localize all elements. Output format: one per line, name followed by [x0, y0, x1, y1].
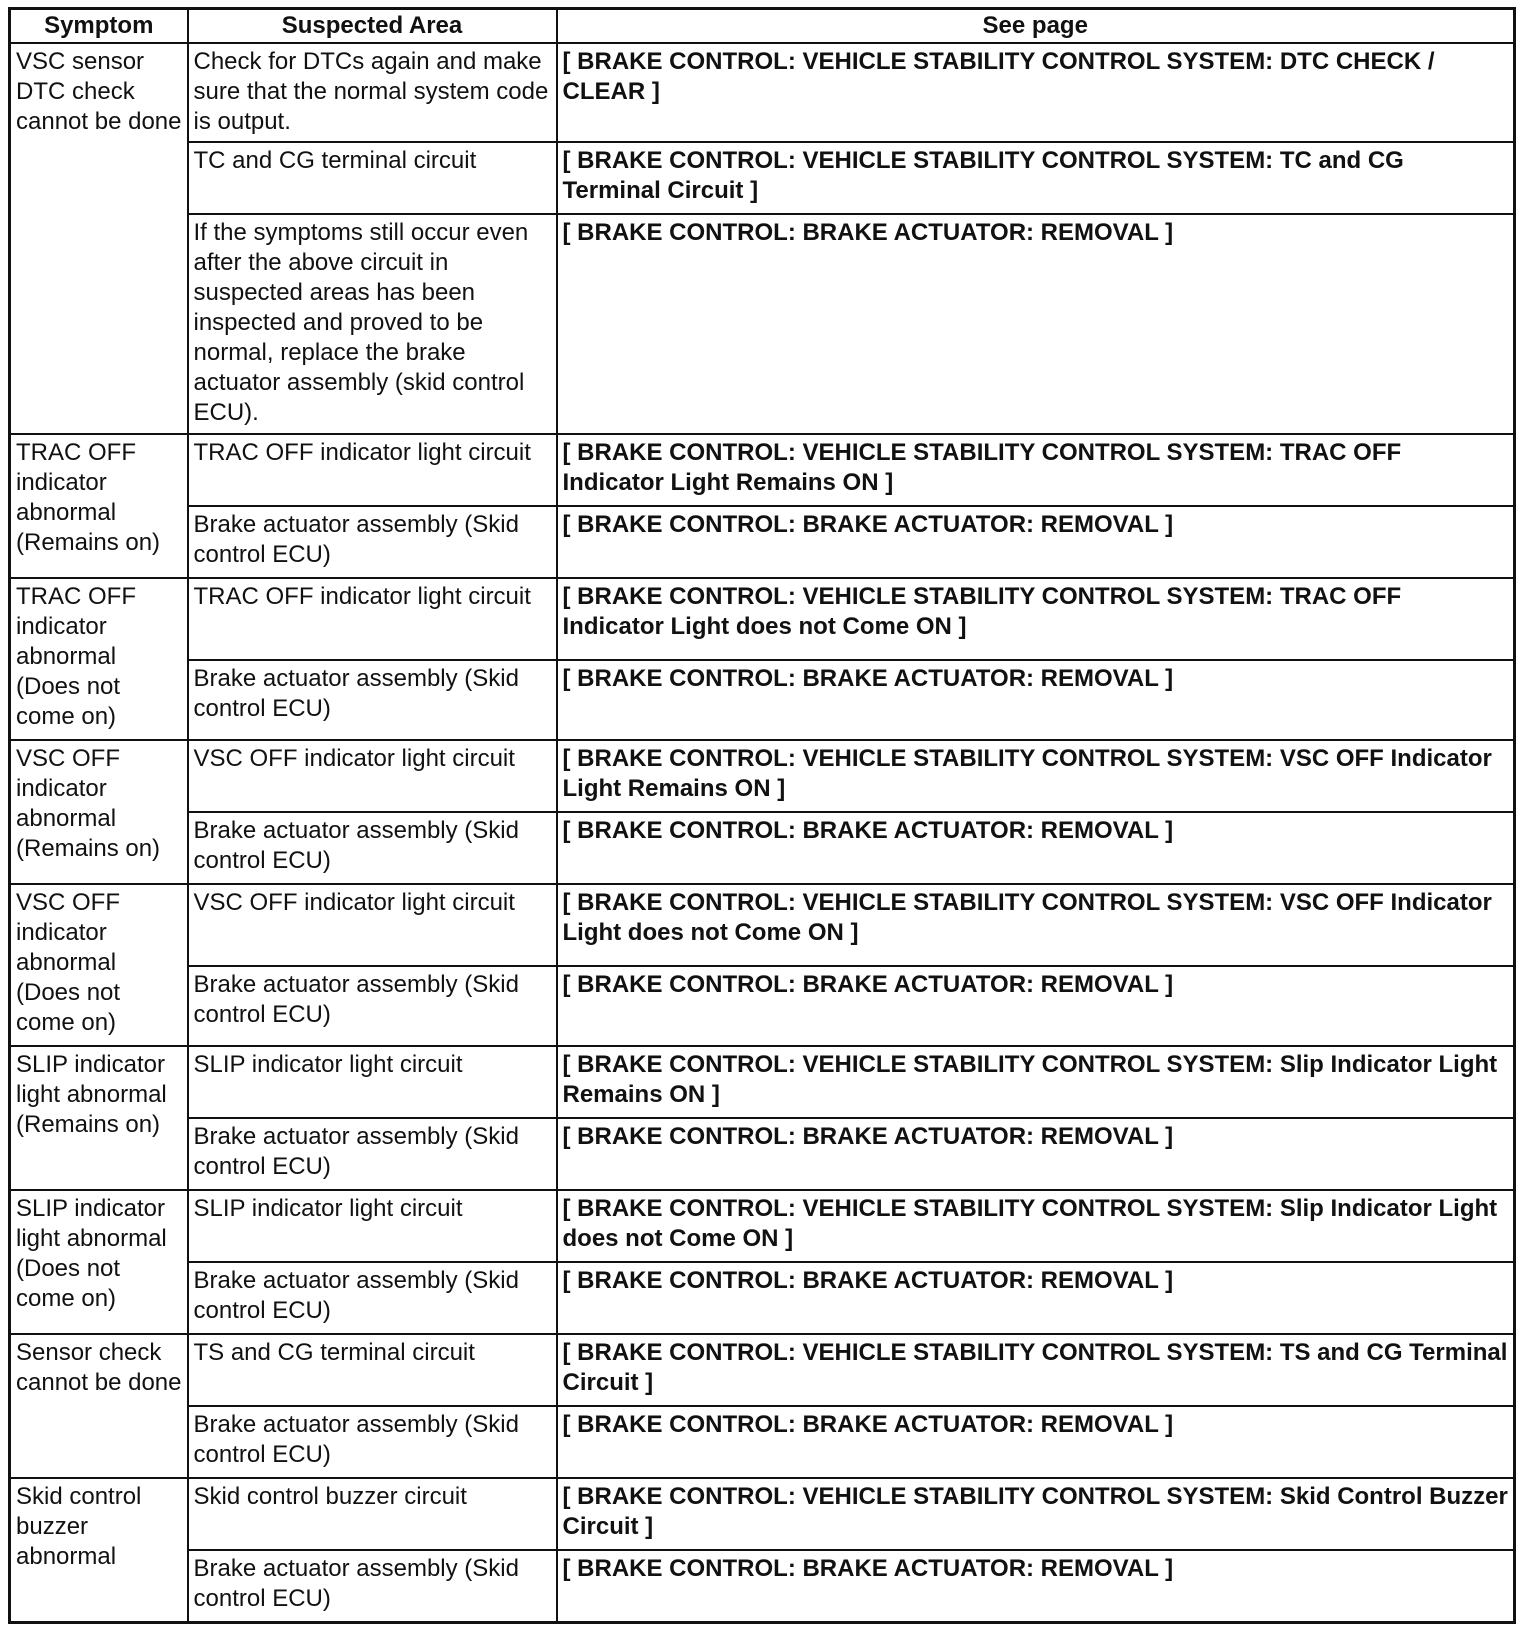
suspected-area-cell: Brake actuator assembly (Skid control ECU)	[188, 660, 557, 740]
suspected-area-cell: Brake actuator assembly (Skid control ECU)	[188, 1550, 557, 1622]
table-row	[10, 1190, 1515, 1262]
table-row	[10, 660, 1515, 740]
table-row	[10, 884, 1515, 966]
suspected-area-cell: VSC OFF indicator light circuit	[188, 884, 557, 966]
see-page-link[interactable]: [ BRAKE CONTROL: BRAKE ACTUATOR: REMOVAL ]	[557, 1118, 1515, 1190]
table-row	[10, 966, 1515, 1046]
suspected-area-cell: Brake actuator assembly (Skid control ECU)	[188, 506, 557, 578]
suspected-area-cell: Brake actuator assembly (Skid control ECU)	[188, 1262, 557, 1334]
suspected-area-cell: Brake actuator assembly (Skid control ECU)	[188, 1118, 557, 1190]
see-page-link[interactable]: [ BRAKE CONTROL: BRAKE ACTUATOR: REMOVAL ]	[557, 966, 1515, 1046]
table-row	[10, 1406, 1515, 1478]
suspected-area-cell: VSC OFF indicator light circuit	[188, 740, 557, 812]
suspected-area-cell: Skid control buzzer circuit	[188, 1478, 557, 1550]
see-page-link[interactable]: [ BRAKE CONTROL: BRAKE ACTUATOR: REMOVAL ]	[557, 1550, 1515, 1622]
see-page-link[interactable]: [ BRAKE CONTROL: VEHICLE STABILITY CONTROL SYSTEM: TRAC OFF Indicator Light does not Come ON ]	[557, 578, 1515, 660]
suspected-area-cell: SLIP indicator light circuit	[188, 1190, 557, 1262]
symptom-cell: TRAC OFF indicator abnormal (Remains on)	[10, 434, 188, 578]
table-row	[10, 506, 1515, 578]
see-page-link[interactable]: [ BRAKE CONTROL: BRAKE ACTUATOR: REMOVAL ]	[557, 1406, 1515, 1478]
see-page-link[interactable]: [ BRAKE CONTROL: BRAKE ACTUATOR: REMOVAL ]	[557, 812, 1515, 884]
table-row	[10, 1550, 1515, 1622]
table-row	[10, 1118, 1515, 1190]
table-row	[10, 812, 1515, 884]
table-row	[10, 1262, 1515, 1334]
see-page-link[interactable]: [ BRAKE CONTROL: VEHICLE STABILITY CONTROL SYSTEM: Slip Indicator Light Remains ON ]	[557, 1046, 1515, 1118]
suspected-area-cell: Brake actuator assembly (Skid control ECU)	[188, 812, 557, 884]
suspected-area-cell: TRAC OFF indicator light circuit	[188, 578, 557, 660]
suspected-area-cell: SLIP indicator light circuit	[188, 1046, 557, 1118]
table-row	[10, 740, 1515, 812]
see-page-link[interactable]: [ BRAKE CONTROL: BRAKE ACTUATOR: REMOVAL ]	[557, 506, 1515, 578]
symptom-cell: Skid control buzzer abnormal	[10, 1478, 188, 1622]
table-row	[10, 434, 1515, 506]
suspected-area-cell: TS and CG terminal circuit	[188, 1334, 557, 1406]
suspected-area-cell: TRAC OFF indicator light circuit	[188, 434, 557, 506]
header-symptom: Symptom	[10, 9, 188, 44]
table-row	[10, 1334, 1515, 1406]
see-page-link[interactable]: [ BRAKE CONTROL: VEHICLE STABILITY CONTROL SYSTEM: TRAC OFF Indicator Light Remains ON ]	[557, 434, 1515, 506]
header-suspected-area: Suspected Area	[188, 9, 557, 44]
see-page-link[interactable]: [ BRAKE CONTROL: VEHICLE STABILITY CONTROL SYSTEM: VSC OFF Indicator Light Remains ON ]	[557, 740, 1515, 812]
table-row	[10, 43, 1515, 142]
see-page-link[interactable]: [ BRAKE CONTROL: BRAKE ACTUATOR: REMOVAL ]	[557, 1262, 1515, 1334]
table-row	[10, 1046, 1515, 1118]
see-page-link[interactable]: [ BRAKE CONTROL: VEHICLE STABILITY CONTROL SYSTEM: DTC CHECK / CLEAR ]	[557, 43, 1515, 142]
symptom-cell: SLIP indicator light abnormal (Does not come on)	[10, 1190, 188, 1334]
see-page-link[interactable]: [ BRAKE CONTROL: BRAKE ACTUATOR: REMOVAL ]	[557, 214, 1515, 434]
symptom-cell: SLIP indicator light abnormal (Remains on)	[10, 1046, 188, 1190]
see-page-link[interactable]: [ BRAKE CONTROL: VEHICLE STABILITY CONTROL SYSTEM: TS and CG Terminal Circuit ]	[557, 1334, 1515, 1406]
header-see-page: See page	[557, 9, 1515, 44]
header-row	[10, 9, 1515, 44]
table-row	[10, 578, 1515, 660]
suspected-area-cell: Brake actuator assembly (Skid control ECU)	[188, 1406, 557, 1478]
suspected-area-cell: If the symptoms still occur even after the above circuit in suspected areas has been inspected and proved to be normal, replace the brake actuator assembly (skid control ECU).	[188, 214, 557, 434]
symptom-cell: VSC sensor DTC check cannot be done	[10, 43, 188, 434]
table-row	[10, 142, 1515, 214]
suspected-area-cell: Brake actuator assembly (Skid control ECU)	[188, 966, 557, 1046]
see-page-link[interactable]: [ BRAKE CONTROL: VEHICLE STABILITY CONTROL SYSTEM: Slip Indicator Light does not Come ON ]	[557, 1190, 1515, 1262]
suspected-area-cell: TC and CG terminal circuit	[188, 142, 557, 214]
see-page-link[interactable]: [ BRAKE CONTROL: VEHICLE STABILITY CONTROL SYSTEM: VSC OFF Indicator Light does not Come ON ]	[557, 884, 1515, 966]
problem-symptoms-table	[8, 7, 1516, 1624]
suspected-area-cell: Check for DTCs again and make sure that the normal system code is output.	[188, 43, 557, 142]
symptom-cell: Sensor check cannot be done	[10, 1334, 188, 1478]
symptom-cell: VSC OFF indicator abnormal (Remains on)	[10, 740, 188, 884]
symptom-cell: VSC OFF indicator abnormal (Does not come on)	[10, 884, 188, 1046]
see-page-link[interactable]: [ BRAKE CONTROL: VEHICLE STABILITY CONTROL SYSTEM: TC and CG Terminal Circuit ]	[557, 142, 1515, 214]
symptom-cell: TRAC OFF indicator abnormal (Does not come on)	[10, 578, 188, 740]
see-page-link[interactable]: [ BRAKE CONTROL: VEHICLE STABILITY CONTROL SYSTEM: Skid Control Buzzer Circuit ]	[557, 1478, 1515, 1550]
see-page-link[interactable]: [ BRAKE CONTROL: BRAKE ACTUATOR: REMOVAL ]	[557, 660, 1515, 740]
table-row	[10, 1478, 1515, 1550]
table-row	[10, 214, 1515, 434]
